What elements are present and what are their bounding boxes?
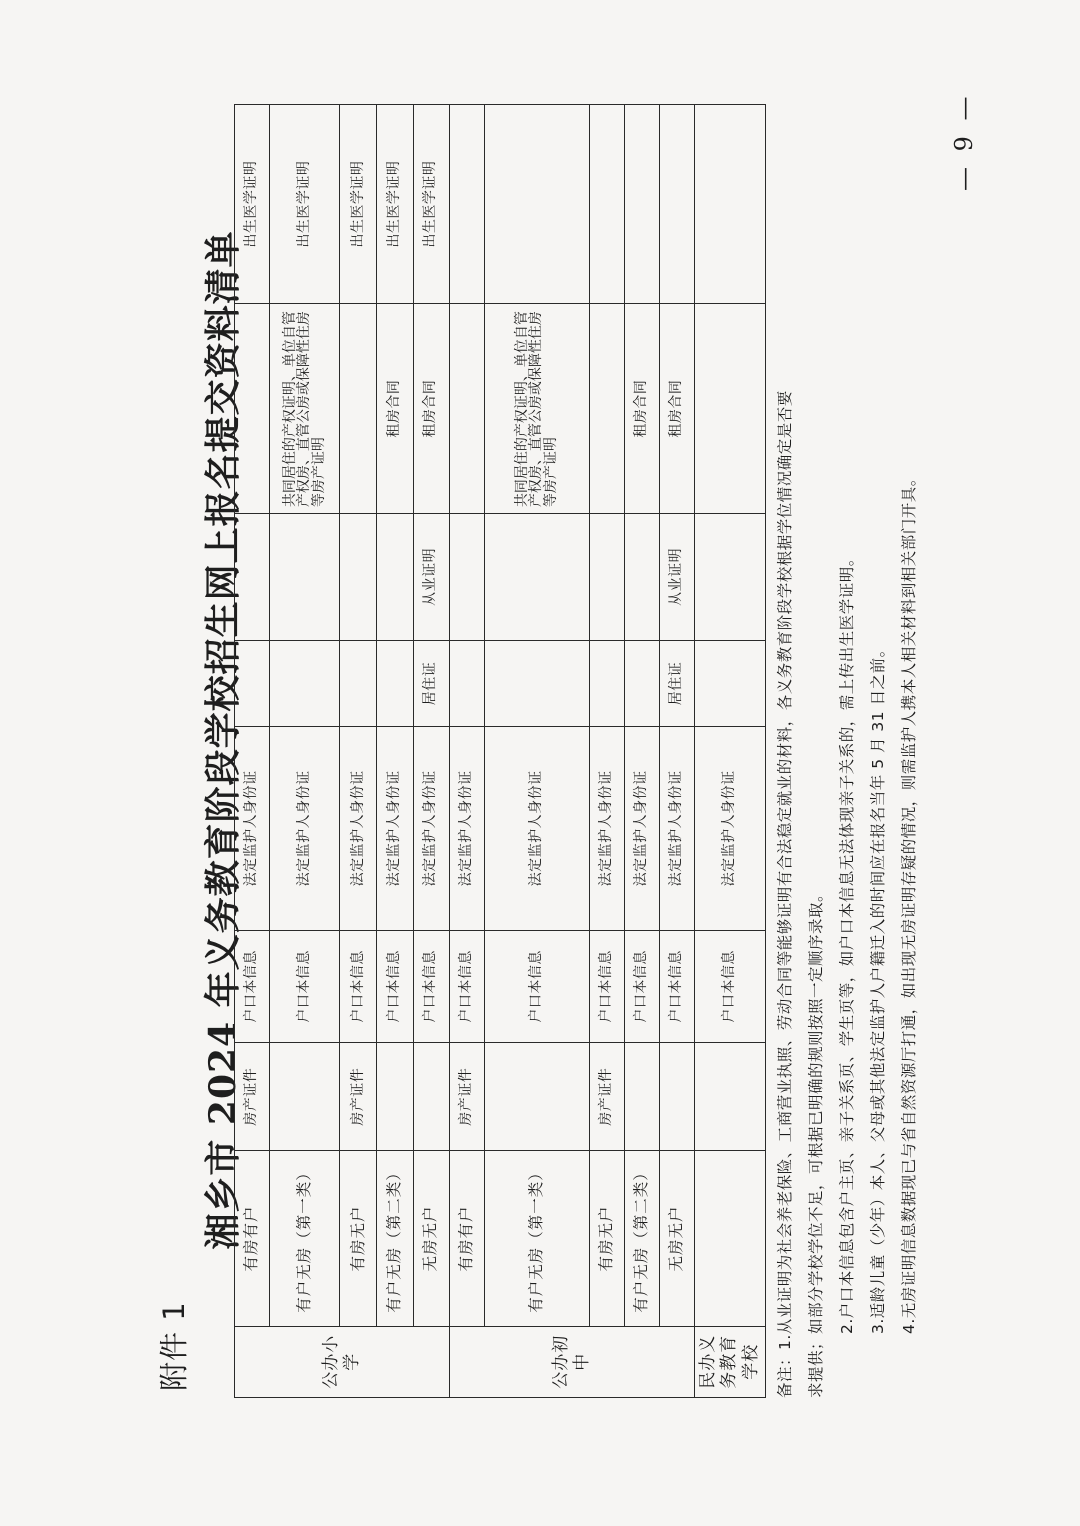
birth-cert-cell: 出生医学证明 xyxy=(235,105,270,304)
employment-proof-cell: 从业证明 xyxy=(659,514,694,641)
group-private-school: 民办义务教育学校 xyxy=(695,1326,766,1397)
category-cell: 有户无房（第一类） xyxy=(270,1151,340,1326)
guardian-id-cell: 法定监护人身份证 xyxy=(484,727,589,930)
employment-proof-cell xyxy=(589,514,624,641)
guardian-id-cell: 法定监护人身份证 xyxy=(624,727,659,930)
category-cell: 无房无户 xyxy=(659,1151,694,1326)
household-info-cell: 户口本信息 xyxy=(377,930,413,1043)
employment-proof-cell xyxy=(624,514,659,641)
category-cell: 有房有户 xyxy=(449,1151,484,1326)
table-row xyxy=(235,105,270,1398)
birth-cert-cell: 出生医学证明 xyxy=(270,105,340,304)
residence-permit-cell xyxy=(695,640,766,727)
housing-proof-cell xyxy=(449,304,484,514)
residence-permit-cell xyxy=(449,640,484,727)
guardian-id-cell: 法定监护人身份证 xyxy=(695,727,766,930)
annex-label: 附件 1 xyxy=(157,1301,191,1391)
notes xyxy=(770,98,925,1398)
note-3: 3.适龄儿童（少年）本人、父母或其他法定监护人户籍迁入的时间应在报名当年 5 月 31 日之前。 xyxy=(869,641,887,1334)
employment-proof-cell xyxy=(377,514,413,641)
household-info-cell: 户口本信息 xyxy=(695,930,766,1043)
birth-cert-cell: 出生医学证明 xyxy=(413,105,449,304)
category-cell: 有房无户 xyxy=(589,1151,624,1326)
employment-proof-cell xyxy=(235,514,270,641)
housing-proof-cell xyxy=(589,304,624,514)
birth-cert-cell xyxy=(695,105,766,304)
residence-permit-cell xyxy=(340,640,377,727)
property-cert-cell: 房产证件 xyxy=(589,1043,624,1151)
household-info-cell: 户口本信息 xyxy=(449,930,484,1043)
housing-proof-cell: 共同居住的产权证明、单位自管产权房、直管公房或保障性住房等房产证明 xyxy=(484,304,589,514)
birth-cert-cell xyxy=(589,105,624,304)
table-row xyxy=(659,105,694,1398)
employment-proof-cell xyxy=(340,514,377,641)
birth-cert-cell xyxy=(624,105,659,304)
birth-cert-cell xyxy=(484,105,589,304)
group-junior-school: 公办初中 xyxy=(449,1326,694,1397)
residence-permit-cell xyxy=(624,640,659,727)
housing-proof-cell: 租房合同 xyxy=(659,304,694,514)
household-info-cell: 户口本信息 xyxy=(484,930,589,1043)
residence-permit-cell xyxy=(484,640,589,727)
category-cell: 有户无房（第二类） xyxy=(624,1151,659,1326)
household-info-cell: 户口本信息 xyxy=(624,930,659,1043)
guardian-id-cell: 法定监护人身份证 xyxy=(659,727,694,930)
guardian-id-cell: 法定监护人身份证 xyxy=(270,727,340,930)
property-cert-cell xyxy=(377,1043,413,1151)
table-row xyxy=(449,105,484,1398)
household-info-cell: 户口本信息 xyxy=(659,930,694,1043)
table-row xyxy=(695,105,766,1398)
category-cell xyxy=(695,1151,766,1326)
property-cert-cell xyxy=(484,1043,589,1151)
property-cert-cell xyxy=(624,1043,659,1151)
birth-cert-cell: 出生医学证明 xyxy=(377,105,413,304)
property-cert-cell: 房产证件 xyxy=(340,1043,377,1151)
housing-proof-cell: 共同居住的产权证明、单位自管产权房、直管公房或保障性住房等房产证明 xyxy=(270,304,340,514)
birth-cert-cell xyxy=(659,105,694,304)
category-cell: 有户无房（第二类） xyxy=(377,1151,413,1326)
table-row xyxy=(484,105,589,1398)
residence-permit-cell xyxy=(270,640,340,727)
note-4: 4.无房证明信息数据现已与省自然资源厅打通，如出现无房证明存疑的情况，则需监护人携本人相关材料到相关部门开具。 xyxy=(900,470,918,1334)
employment-proof-cell xyxy=(695,514,766,641)
household-info-cell: 户口本信息 xyxy=(270,930,340,1043)
document-title: 湘乡市 2024 年义务教育阶段学校招生网上报名提交资料清单 xyxy=(202,230,244,1250)
table-row xyxy=(377,105,413,1398)
housing-proof-cell xyxy=(235,304,270,514)
table-row xyxy=(413,105,449,1398)
employment-proof-cell xyxy=(449,514,484,641)
birth-cert-cell xyxy=(449,105,484,304)
birth-cert-cell: 出生医学证明 xyxy=(340,105,377,304)
residence-permit-cell xyxy=(589,640,624,727)
category-cell: 有户无房（第一类） xyxy=(484,1151,589,1326)
table-row xyxy=(270,105,340,1398)
page-number: — 9 — xyxy=(950,92,978,191)
table-row xyxy=(624,105,659,1398)
table-row xyxy=(589,105,624,1398)
guardian-id-cell: 法定监护人身份证 xyxy=(340,727,377,930)
employment-proof-cell xyxy=(270,514,340,641)
residence-permit-cell: 居住证 xyxy=(413,640,449,727)
guardian-id-cell: 法定监护人身份证 xyxy=(235,727,270,930)
property-cert-cell xyxy=(270,1043,340,1151)
guardian-id-cell: 法定监护人身份证 xyxy=(589,727,624,930)
property-cert-cell xyxy=(659,1043,694,1151)
guardian-id-cell: 法定监护人身份证 xyxy=(449,727,484,930)
group-primary-school: 公办小学 xyxy=(235,1326,450,1397)
category-cell: 无房无户 xyxy=(413,1151,449,1326)
household-info-cell: 户口本信息 xyxy=(413,930,449,1043)
residence-permit-cell xyxy=(377,640,413,727)
note-1-continued: 求提供；如部分学校学位不足，可根据已明确的规则按照一定顺序录取。 xyxy=(807,885,825,1398)
household-info-cell: 户口本信息 xyxy=(340,930,377,1043)
property-cert-cell xyxy=(695,1043,766,1151)
property-cert-cell: 房产证件 xyxy=(449,1043,484,1151)
household-info-cell: 户口本信息 xyxy=(589,930,624,1043)
note-2: 2.户口本信息包含户主页、亲子关系页、学生页等，如户口本信息无法体现亲子关系的，需上传出生医学证明。 xyxy=(838,550,856,1334)
household-info-cell: 户口本信息 xyxy=(235,930,270,1043)
housing-proof-cell xyxy=(340,304,377,514)
property-cert-cell xyxy=(413,1043,449,1151)
residence-permit-cell xyxy=(235,640,270,727)
note-1: 备注：1.从业证明为社会养老保险、工商营业执照、劳动合同等能够证明有合法稳定就业的材料，各义务教育阶段学校根据学位情况确定是否要 xyxy=(776,390,794,1398)
materials-table xyxy=(234,104,766,1398)
housing-proof-cell: 租房合同 xyxy=(624,304,659,514)
guardian-id-cell: 法定监护人身份证 xyxy=(377,727,413,930)
category-cell: 有房有户 xyxy=(235,1151,270,1326)
property-cert-cell: 房产证件 xyxy=(235,1043,270,1151)
category-cell: 有房无户 xyxy=(340,1151,377,1326)
housing-proof-cell: 租房合同 xyxy=(413,304,449,514)
guardian-id-cell: 法定监护人身份证 xyxy=(413,727,449,930)
employment-proof-cell: 从业证明 xyxy=(413,514,449,641)
table-row xyxy=(340,105,377,1398)
housing-proof-cell xyxy=(695,304,766,514)
housing-proof-cell: 租房合同 xyxy=(377,304,413,514)
residence-permit-cell: 居住证 xyxy=(659,640,694,727)
employment-proof-cell xyxy=(484,514,589,641)
